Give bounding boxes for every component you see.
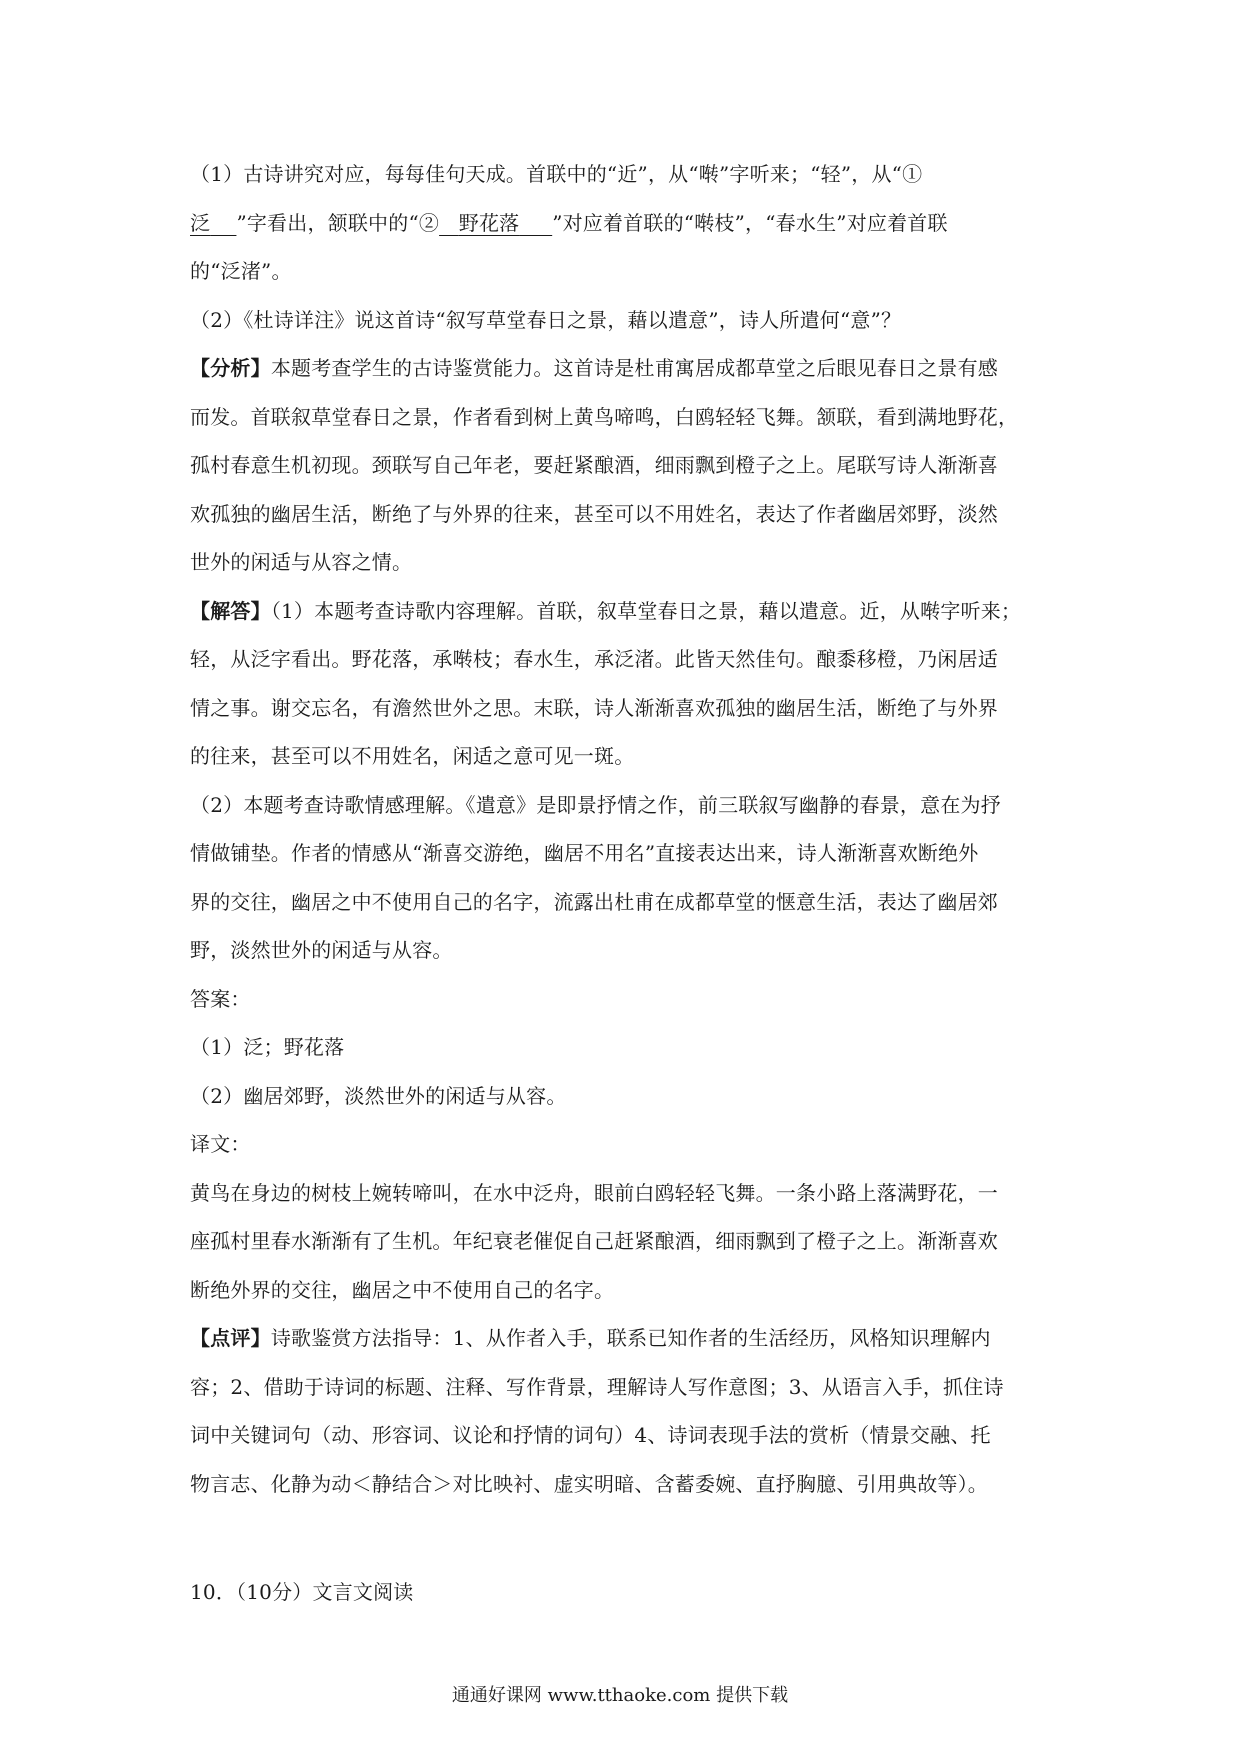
analysis-line-2: [190, 393, 1070, 442]
text: 情之事。谢交忘名，有澹然世外之思。末联，诗人渐渐喜欢孤独的幽居生活，断绝了与外界: [190, 695, 998, 720]
text: 断绝外界的交往，幽居之中不使用自己的名字。: [190, 1277, 615, 1302]
text: 孤村春意生机初现。颈联写自己年老，要赶紧酿酒，细雨飘到橙子之上。尾联写诗人渐渐喜: [190, 453, 998, 477]
text: 界的交往，幽居之中不使用自己的名字，流露出杜甫在成都草堂的惬意生活，表达了幽居郊: [190, 889, 998, 914]
analysis-line-5: [190, 538, 1070, 587]
blank-2-answer: 野花落: [458, 210, 520, 235]
analysis-line-1: [190, 344, 1070, 393]
solution-line-7: [190, 878, 1070, 927]
solution-line-8: [190, 926, 1070, 975]
translation-line-3: [190, 1266, 1070, 1315]
text: （1）泛；野花落: [190, 1035, 345, 1059]
question-10-heading: [190, 1568, 1070, 1617]
text: 容；2、借助于诗词的标题、注释、写作背景，理解诗人写作意图；3、从语言入手，抓住诗: [190, 1374, 1004, 1399]
q1-line-3: [190, 247, 1070, 296]
translation-line-1: [190, 1169, 1070, 1218]
text: （2）本题考查诗歌情感理解。《遣意》是即景抒情之作，前三联叙写幽静的春景，意在为抒: [190, 792, 1001, 817]
text: 物言志、化静为动＜静结合＞对比映衬、虚实明暗、含蓄委婉、直抒胸臆、引用典故等）。: [190, 1471, 988, 1496]
solution-line-2: [190, 635, 1070, 684]
q1-line-2: [190, 199, 1070, 248]
text: 10．（10分）文言文阅读: [190, 1580, 414, 1604]
text: 词中关键词句（动、形容词、议论和抒情的词句）4、诗词表现手法的赏析（情景交融、托: [190, 1423, 991, 1447]
text: 情做铺垫。作者的情感从“渐喜交游绝，幽居不用名”直接表达出来，诗人渐渐喜欢断绝外: [190, 841, 979, 865]
answer-1: [190, 1023, 1070, 1072]
text: 的往来，甚至可以不用姓名，闲适之意可见一斑。: [190, 744, 635, 768]
page-content: [190, 150, 1070, 1617]
text: （1）本题考查诗歌内容理解。首联，叙草堂春日之景，藉以遣意。近，从啭字听来；: [270, 598, 1022, 623]
text: 轻，从泛字看出。野花落，承啭枝；春水生，承泛渚。此皆天然佳句。酿黍移橙，乃闲居适: [190, 647, 998, 671]
text: （2）幽居郊野，淡然世外的闲适与从容。: [190, 1083, 567, 1108]
text: 座孤村里春水渐渐有了生机。年纪衰老催促自己赶紧酿酒，细雨飘到了橙子之上。渐渐喜欢: [190, 1229, 998, 1253]
text: （2）《杜诗详注》说这首诗“叙写草堂春日之景，藉以遣意”，诗人所遣何“意”？: [190, 307, 902, 332]
analysis-label: 【分析】: [190, 356, 271, 380]
text: 答案：: [190, 986, 251, 1011]
text: ”对应着首联的“啭枝”，“春水生”对应着首联: [552, 210, 948, 235]
answer-heading: [190, 975, 1070, 1024]
translation-line-2: [190, 1217, 1070, 1266]
text: ”字看出，颔联中的“②: [236, 210, 440, 235]
comment-label: 【点评】: [190, 1326, 271, 1350]
solution-line-6: [190, 829, 1070, 878]
comment-line-4: [190, 1460, 1070, 1509]
text: 的“泛渚”。: [190, 259, 292, 283]
analysis-line-3: [190, 441, 1070, 490]
spacer: [190, 1508, 1070, 1568]
text: 本题考查学生的古诗鉴赏能力。这首诗是杜甫寓居成都草堂之后眼见春日之景有感: [270, 356, 999, 380]
solution-label: 【解答】: [190, 598, 271, 623]
translation-heading: [190, 1120, 1070, 1169]
answer-2: [190, 1072, 1070, 1121]
solution-line-4: [190, 732, 1070, 781]
blank-1-answer: 泛: [190, 210, 211, 235]
text: 欢孤独的幽居生活，断绝了与外界的往来，甚至可以不用姓名，表达了作者幽居郊野，淡然: [190, 501, 998, 526]
text: 世外的闲适与从容之情。: [190, 550, 413, 574]
text: 黄鸟在身边的树枝上婉转啼叫，在水中泛舟，眼前白鸥轻轻飞舞。一条小路上落满野花，一: [190, 1180, 998, 1205]
text: （1）古诗讲究对应，每每佳句天成。首联中的“近”，从“啭”字听来；“轻”，从“①: [190, 162, 923, 186]
footer-text: 通通好课网 www.tthaoke.com 提供下载: [451, 1685, 789, 1706]
solution-line-5: [190, 781, 1070, 830]
comment-line-3: [190, 1411, 1070, 1460]
comment-line-2: [190, 1363, 1070, 1412]
text: 野，淡然世外的闲适与从容。: [190, 938, 453, 962]
text: 而发。首联叙草堂春日之景，作者看到树上黄鸟啼鸣，白鸥轻轻飞舞。颔联，看到满地野花，: [190, 404, 1019, 429]
analysis-line-4: [190, 490, 1070, 539]
footer-watermark: [0, 1684, 1240, 1708]
solution-line-1: [190, 587, 1070, 636]
text: 译文：: [190, 1132, 251, 1156]
solution-line-3: [190, 684, 1070, 733]
q1-line-1: [190, 150, 1070, 199]
text: 诗歌鉴赏方法指导：1、从作者入手，联系已知作者的生活经历，风格知识理解内: [270, 1326, 991, 1350]
comment-line-1: [190, 1314, 1070, 1363]
q2-line: [190, 296, 1070, 345]
